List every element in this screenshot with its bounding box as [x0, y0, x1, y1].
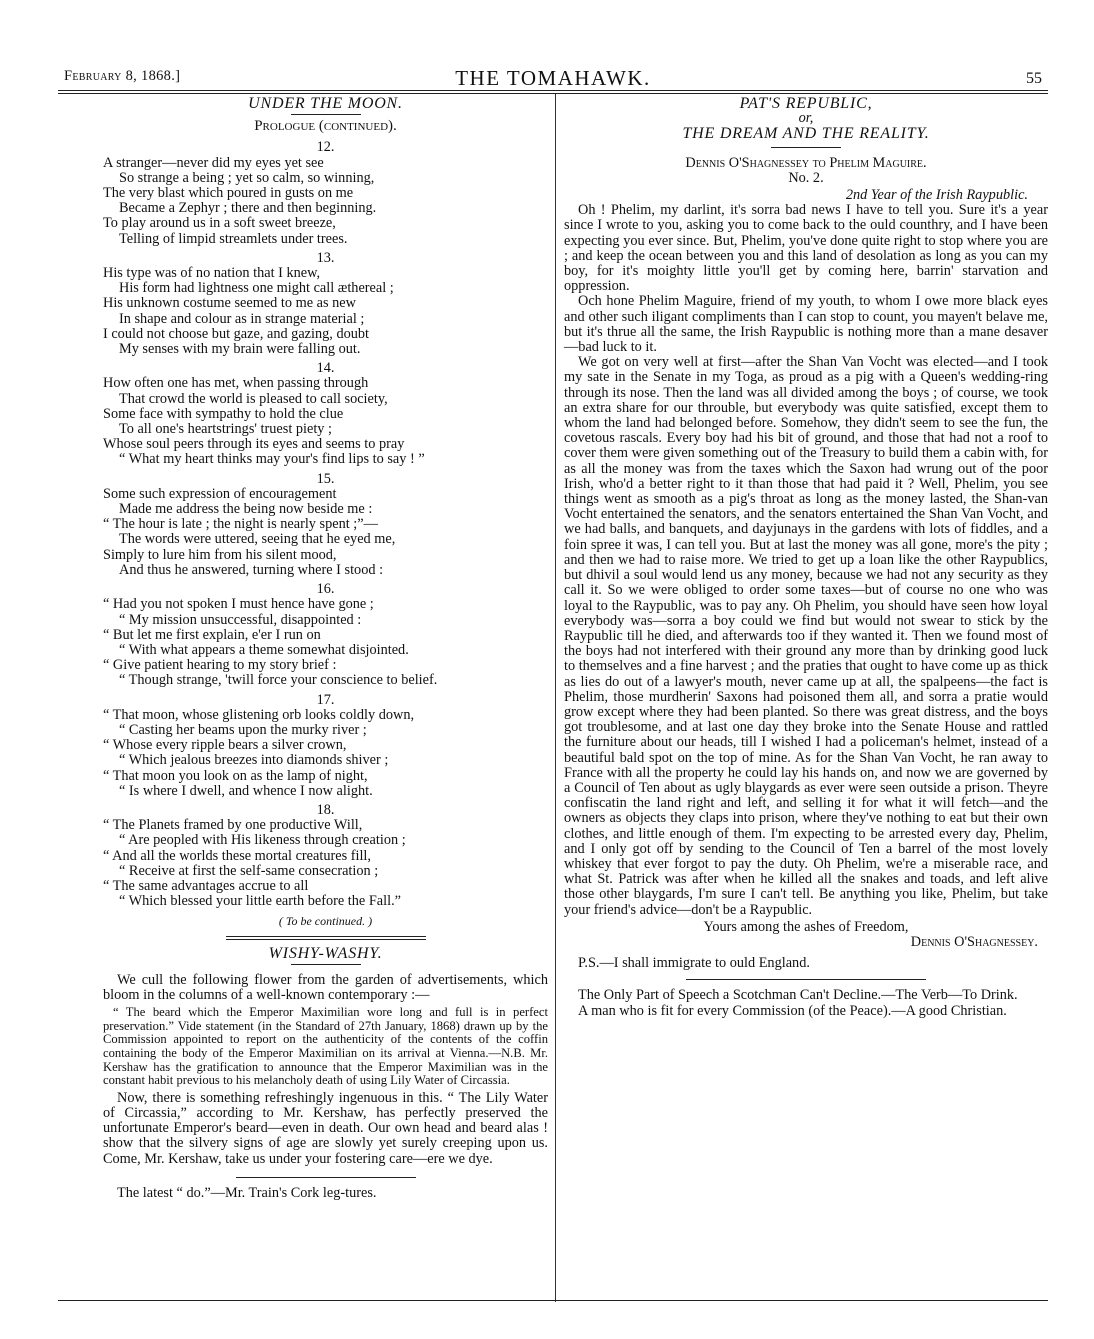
- stanza-number: 15.: [316, 470, 335, 487]
- poem-line: “ But let me first explain, e'er I run on: [103, 626, 321, 643]
- poem-line: To all one's heartstrings' truest piety ;: [119, 421, 333, 438]
- letter-paragraph-3: We got on very well at first—after the Shan Van Vocht was elected—and I took my sate in the Senate in my Toga, as proud as a pig with a Queen's wedding-ring through its nose. Then the land was all divided among the boys ; of course, we took an extra share for our throuble, but everybody was quite satisfied, except them to whom the land had belonged before. Somehow, they didn't seem to see the fun, the covetous rascals. Every boy had his bit of ground, and those that had not a roof to cover them were given something out of the Treasury to build them a cabin with, for as all the money was from the taxes which the Saxon had wrung out of the poor Irish, who'd a better right to it than those that had paid it ? Well, Phelim, you see things went as smooth as a pig's throat as long as the money lasted, the Shan-van Vocht entertained the senators, and the senators entertained the Shan Van Vocht, and we had balls, and banquets, and dayjunays in the gardens with lots of fiddles, and a foin spree it was, I can tell you. But at last the money was all gone, more's the pity ; and then we had to raise more. We tried to get up a loan like the other Raypublics, but dhivil a soul would lend us any money, because we had not any security as they call it. So we were obliged to order some taxes—but of course no one who was loyal to the Raypublic, was to pay any. Oh Phelim, you should have seen how loyal everybody was—sorra a boy could we find but would not swear to stick by the Raypublic till he died, and afterwards too if they wanted it. Then we found most of the boys had not interfered with their ground any more than by drinking good luck to themselves and a fine harvest ; and the praties that ought to have come up as thick as lies do out of a lawyer's mouth, never came up at all, the spalpeens—the fact is Phelim, those murdherin' Saxons had poisoned them all, and sorra a pratie would grow except where they had been planted. So there was great distress, and the boys got troublesome, and at last one day they broke into the Senate House and rattled the furniture about our heads, till I wished I had a policeman's helmet, instead of a beautiful bald spot on the top of mine. As for the Shan Van Vocht, he ran away to France with all the property he could lay his hands on, and now we are governed by a Council of Ten about as ugly blaygards as ever were seen outside a prison. Theyre confiscatin the land right and left, and selling it for what it will fetch—and the owners as objects they claps into prison, where they've nothing to eat but their own clothes, and little enough of them. I'm expecting to be arrested every day, Phelim, and I only got off by sending to the Council of Ten a barrel of the most lovely whiskey that ever forgot to pay the duty. Oh Phelim, we're a miserable race, and what St. Patrick was after when he killed all the snakes and toads, and left alive those other blaygards, I'm sure I can't tell. Be anything you like, Phelim, but take your friend's advice—don't be a Raypublic.: [564, 354, 1048, 918]
- header-rule: [58, 90, 1048, 91]
- poem-line: The words were uttered, seeing that he eyed me,: [119, 531, 396, 548]
- poem-line: So strange a being ; yet so calm, so winning,: [119, 169, 375, 186]
- left-column: [103, 96, 548, 1201]
- wishy-body: Now, there is something refreshingly ingenuous in this. “ The Lily Water of Circassia,” according to Mr. Kershaw, has perfectly preserved the unfortunate Emperor's beard—even in death. Our own head and beard alas ! show that the silvery signs of age are slowly yet surely creeping upon us. Come, Mr. Kershaw, take us under your fostering care—ere we dye.: [103, 1089, 548, 1167]
- poem-line: “ The hour is late ; the night is nearly spent ;”—: [103, 516, 378, 533]
- poem-line: Some face with sympathy to hold the clue: [103, 405, 344, 422]
- section-double-rule: [226, 936, 426, 940]
- poem-line: “ Though strange, 'twill force your conscience to belief.: [119, 672, 438, 689]
- poem-line: “ Whose every ripple bears a silver crown,: [103, 737, 347, 754]
- poem-line: “ Give patient hearing to my story brief :: [103, 657, 337, 674]
- stanza-number: 16.: [316, 581, 335, 598]
- poem-line: “ And all the worlds these mortal creatures fill,: [103, 847, 371, 864]
- stanza-number: 12.: [316, 139, 335, 156]
- poem-line: Some such expression of encouragement: [103, 485, 337, 502]
- article-title-or: or,: [798, 110, 814, 127]
- poem-line: I could not choose but gaze, and gazing, doubt: [103, 325, 370, 342]
- poem-line: Whose soul peers through its eyes and seems to pray: [103, 436, 405, 453]
- stanza-number: 13.: [316, 249, 335, 266]
- poem-line: The very blast which poured in gusts on me: [103, 185, 354, 202]
- letter-dateline: 2nd Year of the Irish Raypublic.: [845, 187, 1028, 204]
- letter-signature: Dennis O'Shagnessey.: [910, 933, 1038, 950]
- scotchman-filler: The Only Part of Speech a Scotchman Can't Decline.—The Verb—To Drink.: [578, 987, 1018, 1004]
- page-number: 55: [1026, 70, 1042, 87]
- poem-line: His type was of no nation that I knew,: [103, 265, 321, 282]
- newspaper-page: [58, 52, 1048, 1302]
- poem-line: In shape and colour as in strange material ;: [119, 310, 365, 327]
- poem-line: “ Receive at first the self-same consecration ;: [119, 862, 379, 879]
- poem-line: “ My mission unsuccessful, disappointed :: [119, 611, 362, 628]
- letter-paragraph-2: Och hone Phelim Maguire, friend of my youth, to whom I owe more black eyes and other such iligant compliments than I can stop to count, you mayen't belave me, but it's thrue all the same, the Irish Raypublic is nothing more than a mane desaver—bad luck to it.: [564, 293, 1048, 356]
- poem-line: Became a Zephyr ; there and then beginning.: [119, 200, 377, 217]
- header-rule-2: [58, 93, 1048, 94]
- poem-line: His unknown costume seemed to me as new: [103, 295, 356, 312]
- poem-line: “ Are peopled with His likeness through creation ;: [119, 832, 406, 849]
- poem-line: “ What my heart thinks may your's find lips to say ! ”: [119, 451, 425, 468]
- poem-title: UNDER THE MOON.: [248, 95, 403, 112]
- latest-rule: [236, 1177, 416, 1178]
- poem-line: To play around us in a soft sweet breeze,: [103, 215, 336, 232]
- poem-line: How often one has met, when passing through: [103, 375, 369, 392]
- poem-line: “ That moon you look on as the lamp of night,: [103, 767, 368, 784]
- masthead-title: THE TOMAHAWK.: [455, 66, 651, 90]
- page-header: [58, 60, 1048, 90]
- poem-line: “ Had you not spoken I must hence have gone ;: [103, 596, 374, 613]
- continued-note: ( To be continued. ): [278, 914, 373, 929]
- issue-date: February 8, 1868.]: [64, 68, 181, 84]
- poem-line: “ With what appears a theme somewhat disjointed.: [119, 641, 409, 658]
- poem-line: Made me address the being now beside me :: [119, 501, 373, 518]
- letter-closing: Yours among the ashes of Freedom,: [703, 918, 909, 935]
- footer-rule: [58, 1300, 1048, 1301]
- letter-address: Dennis O'Shagnessey to Phelim Maguire.: [685, 154, 927, 171]
- poem-line: “ The same advantages accrue to all: [103, 877, 309, 894]
- poem-stanzas: [103, 136, 548, 909]
- poem-line: Telling of limpid streamlets under trees.: [119, 230, 348, 247]
- wishy-intro: We cull the following flower from the garden of advertisements, which bloom in the columns of a well-known contemporary :—: [103, 971, 548, 1003]
- commission-filler: A man who is fit for every Commission (of the Peace).—A good Christian.: [578, 1002, 1007, 1019]
- filler-rule: [686, 979, 926, 980]
- poem-line: “ Which blessed your little earth before the Fall.”: [119, 893, 402, 910]
- article-title-1: PAT'S REPUBLIC,: [739, 95, 873, 112]
- letter-postscript: P.S.—I shall immigrate to ould England.: [578, 955, 810, 972]
- wishy-rule: [291, 964, 361, 965]
- poem-line: That crowd the world is pleased to call society,: [119, 390, 388, 407]
- latest-item: The latest “ do.”—Mr. Train's Cork leg-tures.: [117, 1184, 377, 1201]
- poem-line: “ Casting her beams upon the murky river ;: [119, 721, 367, 738]
- stanza-number: 18.: [316, 801, 335, 818]
- poem-line: “ Which jealous breezes into diamonds shiver ;: [119, 752, 389, 769]
- wishy-title: WISHY-WASHY.: [268, 944, 383, 962]
- stanza-number: 17.: [316, 691, 335, 708]
- poem-line: A stranger—never did my eyes yet see: [103, 154, 324, 171]
- poem-line: And thus he answered, turning where I stood :: [119, 561, 384, 578]
- wishy-quote: “ The beard which the Emperor Maximilian wore long and full is in perfect preservation.” Vide statement (in the Standard of 27th January, 1868) drawn up by the Commission appointed to report on the authenticity of the contents of the coffin containing the body of the Emperor Maximilian on its arrival at Vienna.—N.B. Mr. Kershaw has the gratification to announce that the Emperor Maximilian was in the constant habit previous to his melancholy death of using Lily Water of Circassia.: [103, 1005, 548, 1088]
- poem-line: My senses with my brain were falling out.: [119, 341, 361, 358]
- title-rule: [291, 114, 361, 115]
- right-column: [564, 96, 1048, 1019]
- stanza-number: 14.: [316, 360, 335, 377]
- poem-line: “ That moon, whose glistening orb looks coldly down,: [103, 706, 415, 723]
- poem-line: “ The Planets framed by one productive Will,: [103, 817, 363, 834]
- poem-line: Simply to lure him from his silent mood,: [103, 546, 337, 563]
- column-divider: [555, 94, 556, 1302]
- letter-number: No. 2.: [788, 169, 824, 186]
- poem-subtitle: Prologue (continued).: [254, 118, 397, 135]
- poem-line: His form had lightness one might call æthereal ;: [119, 280, 394, 297]
- letter-paragraph-1: Oh ! Phelim, my darlint, it's sorra bad news I have to tell you. Sure it's a year since I wrote to you, asking you to come back to the ould counthry, and I have been expecting you ever since. But, Phelim, you've done quite right to stop where you are ; and keep the ocean between you and this land of desolation as long as you can my boy, for it's moighty little you'll get by coming here, barrin' starvation and oppression.: [564, 202, 1048, 295]
- article-rule: [771, 147, 841, 148]
- poem-line: “ Is where I dwell, and whence I now alight.: [119, 782, 373, 799]
- article-title-2: THE DREAM AND THE REALITY.: [682, 125, 930, 143]
